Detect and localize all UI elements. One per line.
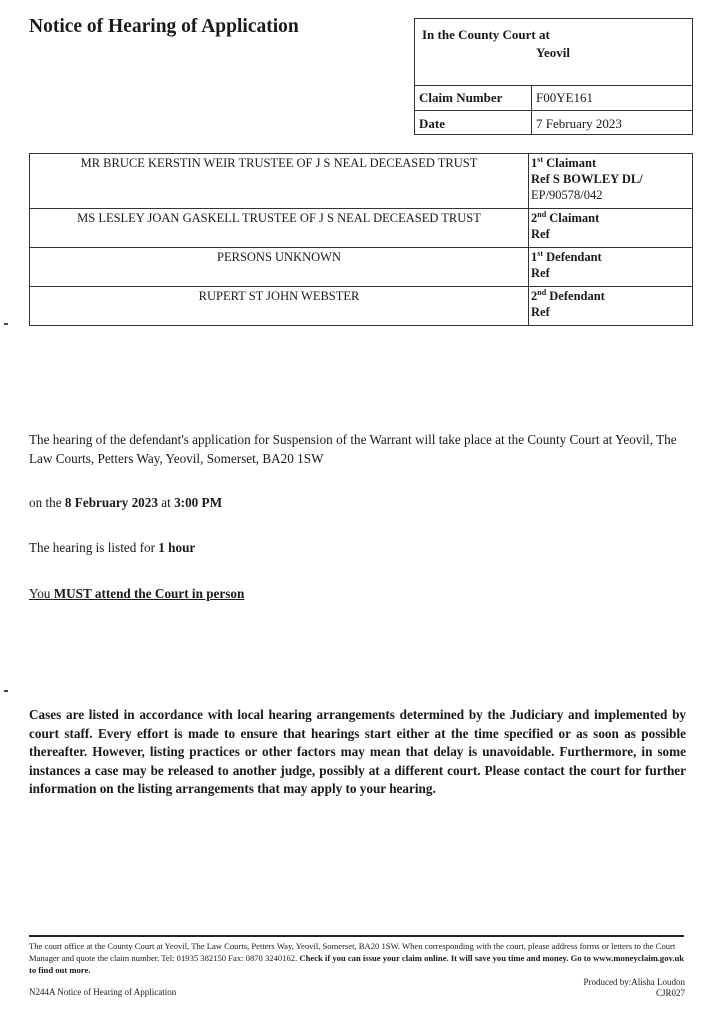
party-ordinal-suffix: nd (537, 209, 547, 219)
party-role-label: Defendant (549, 289, 605, 303)
hearing-listed-prefix: The hearing is listed for (29, 540, 155, 555)
party-role (529, 248, 693, 287)
hearing-date-line (29, 493, 689, 512)
produced-by (520, 977, 685, 999)
date-value: 7 February 2023 (536, 116, 622, 131)
divider (531, 85, 532, 134)
attend-must: MUST attend the Court in person (53, 586, 245, 601)
hearing-time: 3:00 PM (174, 495, 223, 510)
hearing-date: 8 February 2023 (64, 495, 158, 510)
court-heading: In the County Court at (422, 27, 550, 42)
party-ref-label: Ref (531, 172, 550, 186)
footer-text (29, 940, 686, 976)
party-role-label: Claimant (546, 156, 597, 170)
party-name: MR BRUCE KERSTIN WEIR TRUSTEE OF J S NEAL DECEASED TRUST (30, 154, 529, 209)
party-ref-label: Ref (531, 305, 550, 319)
party-role (529, 154, 693, 209)
party-ordinal: 2 (531, 211, 538, 225)
court-name: Yeovil (536, 45, 570, 60)
party-name: MS LESLEY JOAN GASKELL TRUSTEE OF J S NEAL DECEASED TRUST (30, 209, 529, 248)
party-row (30, 287, 693, 326)
party-role-label: Claimant (549, 211, 600, 225)
party-role-label: Defendant (546, 250, 602, 264)
claim-number-value: F00YE161 (536, 90, 594, 105)
attend-notice (29, 584, 689, 603)
party-name: RUPERT ST JOHN WEBSTER (30, 287, 529, 326)
produced-by-name: Produced by:Alisha Loudon (583, 977, 685, 987)
footer-address: The court office at the County Court at Yeovil, The Law Courts, Petters Way, Yeovil, Somerset, BA20 1SW. When corresponding with the court, please address forms or letters to the Court Manager and quote the claim number. Tel: 01935 382150 Fax: 0870 3240162. (29, 941, 676, 963)
divider (415, 85, 692, 86)
parties-table (29, 153, 693, 326)
divider (415, 110, 692, 111)
court-info-box (414, 18, 693, 135)
hearing-duration: 1 hour (158, 540, 196, 555)
party-role (529, 287, 693, 326)
document-title: Notice of Hearing of Application (29, 16, 299, 37)
party-row (30, 248, 693, 287)
party-row (30, 209, 693, 248)
party-ref-label: Ref (531, 227, 550, 241)
margin-mark (4, 323, 8, 325)
party-ordinal: 1 (531, 156, 538, 170)
party-row (30, 154, 693, 209)
party-ordinal-suffix: nd (537, 287, 547, 297)
hearing-at: at (161, 495, 171, 510)
party-ordinal: 1 (531, 250, 538, 264)
produced-ref-code: CJR027 (655, 988, 685, 998)
party-ref-label: Ref (531, 266, 550, 280)
attend-prefix: You (29, 586, 51, 601)
claim-number-label: Claim Number (419, 90, 503, 105)
hearing-on-prefix: on the (29, 495, 62, 510)
footer-online-notice: Check if you can issue your claim online. It will save you time and money. Go to www.moneyclaim.gov.uk to find out more. (29, 953, 685, 975)
listing-notice: Cases are listed in accordance with local hearing arrangements determined by the Judiciary and implemented by court staff. Every effort is made to ensure that hearings start either at the time specified or as soon as possible thereafter. However, listing practices or other factors may mean that delay is unavoidable. Furthermore, in some instances a case may be released to another judge, possibly at a different court. Please contact the court for further information on the listing arrangements that may apply to your hearing. (29, 707, 686, 796)
margin-mark (4, 690, 8, 692)
party-ref-value-cont: EP/90578/042 (531, 188, 603, 202)
form-code: N244A Notice of Hearing of Application (29, 987, 177, 997)
party-ordinal: 2 (531, 289, 538, 303)
party-ref-value: S BOWLEY DL/ (552, 172, 643, 186)
date-label: Date (419, 116, 445, 131)
party-name: PERSONS UNKNOWN (30, 248, 529, 287)
footer-divider (29, 935, 684, 937)
party-ordinal-suffix: st (537, 248, 544, 258)
party-ordinal-suffix: st (537, 154, 544, 164)
party-role (529, 209, 693, 248)
hearing-duration-line (29, 538, 689, 557)
hearing-intro: The hearing of the defendant's application for Suspension of the Warrant will take place at the County Court at Yeovil, The Law Courts, Petters Way, Yeovil, Somerset, BA20 1SW (29, 432, 677, 466)
